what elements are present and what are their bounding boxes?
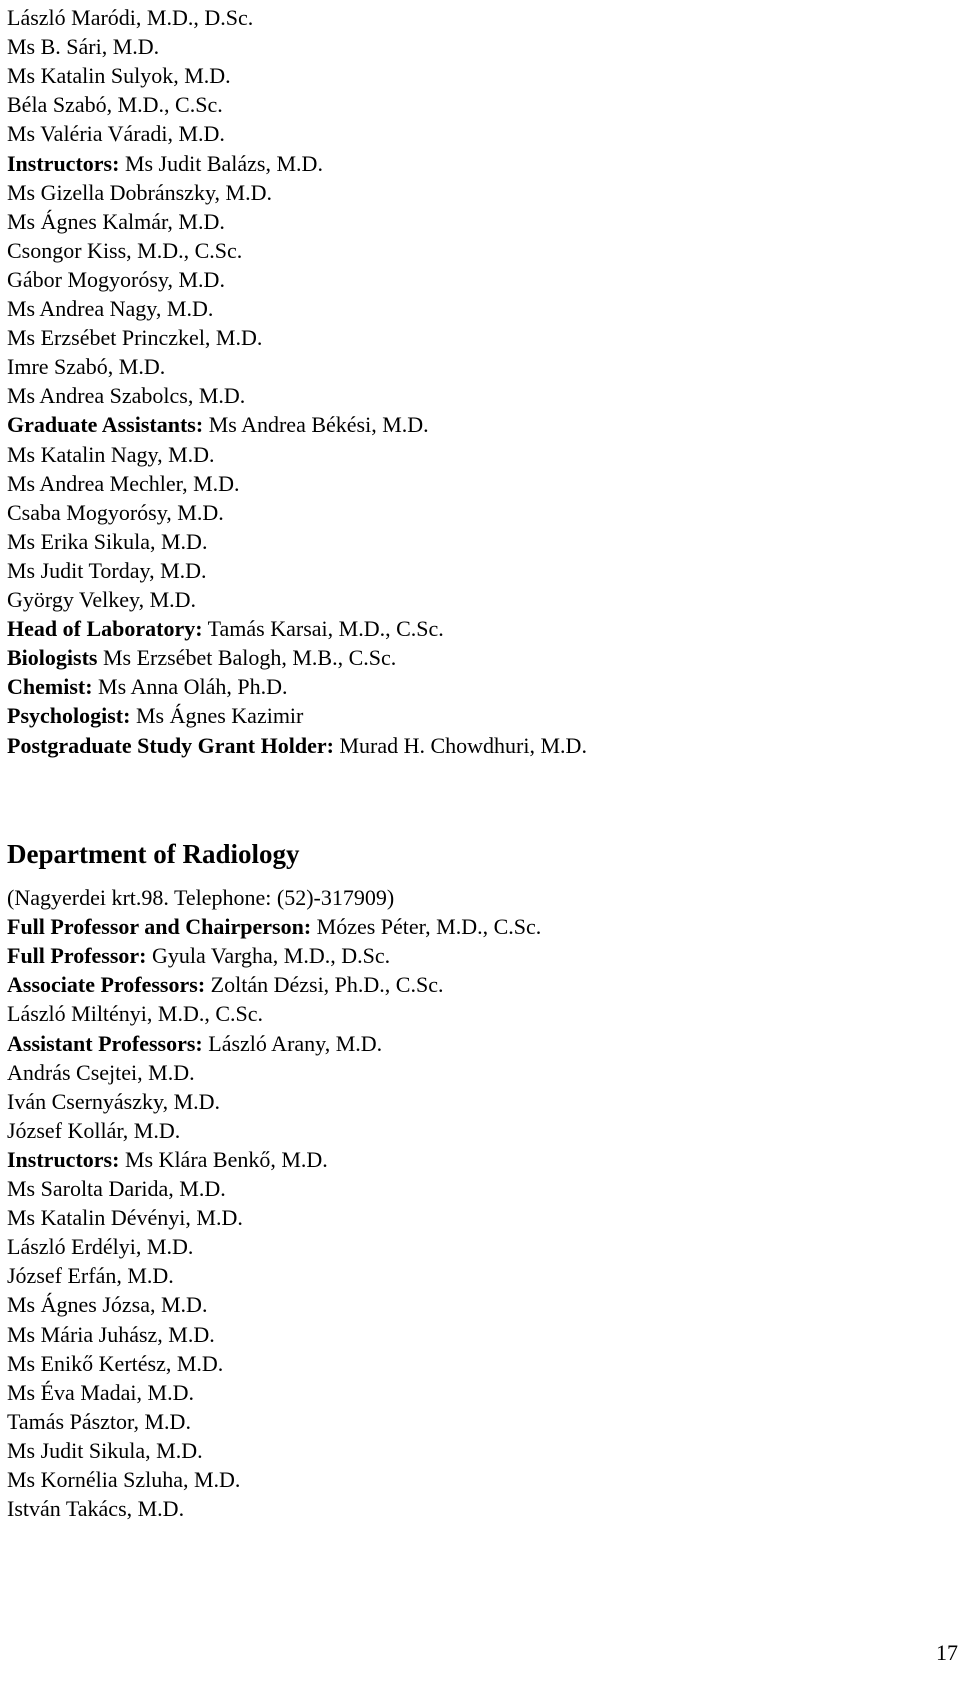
staff-name: Tamás Karsai, M.D., C.Sc.: [202, 616, 444, 642]
role-label: Associate Professors:: [7, 972, 206, 998]
staff-name: Zoltán Dézsi, Ph.D., C.Sc.: [205, 972, 444, 998]
staff-name: Ms Katalin Dévényi, M.D.: [7, 1205, 243, 1231]
staff-name: Murad H. Chowdhuri, M.D.: [333, 732, 587, 758]
staff-line: [7, 354, 165, 380]
staff-line: [7, 121, 225, 147]
staff-name: Ms Erzsébet Balogh, M.B., C.Sc.: [97, 645, 397, 671]
staff-line: [7, 1438, 203, 1464]
staff-line: [7, 267, 225, 293]
staff-line: [7, 180, 272, 206]
staff-name: Csongor Kiss, M.D., C.Sc.: [7, 237, 243, 263]
staff-line: [7, 1263, 174, 1289]
staff-line: [7, 471, 240, 497]
staff-name: Csaba Mogyorósy, M.D.: [7, 499, 224, 525]
staff-name: Gábor Mogyorósy, M.D.: [7, 266, 225, 292]
staff-line: [7, 383, 245, 409]
staff-line: [7, 558, 207, 584]
role-label: Full Professor:: [7, 943, 147, 969]
staff-line: [7, 943, 390, 969]
staff-name: Ms B. Sári, M.D.: [7, 34, 160, 60]
staff-line: [7, 1234, 193, 1260]
staff-line: [7, 1118, 180, 1144]
staff-name: Ms Katalin Nagy, M.D.: [7, 441, 215, 467]
staff-name: Ms Éva Madai, M.D.: [7, 1379, 194, 1405]
staff-name: Ms Andrea Nagy, M.D.: [7, 296, 214, 321]
staff-name: József Erfán, M.D.: [7, 1263, 174, 1289]
staff-name: Ms Anna Oláh, Ph.D.: [92, 674, 288, 700]
staff-line: [7, 412, 429, 438]
staff-name: Ms Judit Balázs, M.D.: [119, 150, 323, 176]
staff-line: [7, 587, 196, 613]
staff-line: [7, 325, 262, 351]
staff-name: Ms Judit Sikula, M.D.: [7, 1437, 203, 1463]
role-label: Biologists: [7, 645, 98, 671]
staff-line: [7, 34, 159, 60]
page-number: 17: [936, 1640, 958, 1665]
role-label: Graduate Assistants:: [7, 412, 204, 438]
staff-name: Ms Erika Sikula, M.D.: [7, 528, 208, 554]
staff-name: Ms Ágnes Kazimir: [130, 703, 304, 729]
staff-line: [7, 92, 223, 118]
staff-name: Ms Judit Torday, M.D.: [7, 557, 207, 583]
staff-name: László Erdélyi, M.D.: [7, 1234, 194, 1260]
staff-line: [7, 616, 444, 642]
staff-line: [7, 885, 394, 911]
staff-line: [7, 1176, 226, 1202]
role-label: Instructors:: [7, 150, 120, 176]
role-label: Full Professor and Chairperson:: [7, 914, 312, 940]
staff-name: István Takács, M.D.: [7, 1496, 185, 1522]
staff-line: [7, 674, 288, 700]
staff-line: [7, 703, 303, 729]
staff-name: Mózes Péter, M.D., C.Sc.: [311, 914, 542, 940]
staff-name: László Maródi, M.D., D.Sc.: [7, 5, 254, 30]
staff-name: András Csejtei, M.D.: [7, 1059, 195, 1085]
staff-line: [7, 1205, 243, 1231]
staff-line: [7, 5, 253, 31]
staff-name: Ms Sarolta Darida, M.D.: [7, 1176, 226, 1201]
staff-name: László Miltényi, M.D., C.Sc.: [7, 1001, 264, 1027]
staff-name: Gyula Vargha, M.D., D.Sc.: [146, 943, 391, 969]
staff-line: [7, 733, 587, 759]
staff-name: Ms Ágnes Kalmár, M.D.: [7, 208, 225, 234]
radiology-heading: Department of Radiology: [7, 839, 300, 869]
staff-name: Iván Csernyászky, M.D.: [7, 1088, 221, 1114]
staff-line: [7, 1380, 194, 1406]
staff-name: Ms Enikő Kertész, M.D.: [7, 1350, 224, 1376]
staff-name: Béla Szabó, M.D., C.Sc.: [7, 92, 223, 118]
staff-name: Ms Ágnes Józsa, M.D.: [7, 1292, 208, 1318]
staff-name: Ms Andrea Békési, M.D.: [203, 412, 429, 438]
staff-line: [7, 1292, 207, 1318]
staff-name: László Arany, M.D.: [202, 1030, 383, 1056]
staff-name: Ms Valéria Váradi, M.D.: [7, 121, 225, 147]
staff-line: [7, 914, 541, 940]
staff-line: [7, 442, 215, 468]
role-label: Assistant Professors:: [7, 1030, 203, 1056]
role-label: Psychologist:: [7, 703, 131, 729]
role-label: Head of Laboratory:: [7, 616, 203, 642]
staff-line: [7, 1001, 263, 1027]
role-label: Instructors:: [7, 1146, 120, 1172]
role-label: Chemist:: [7, 674, 93, 700]
staff-line: [7, 1496, 184, 1522]
staff-line: [7, 500, 224, 526]
staff-name: Ms Gizella Dobránszky, M.D.: [7, 179, 272, 205]
staff-name: Ms Erzsébet Princzkel, M.D.: [7, 325, 263, 351]
staff-name: Ms Katalin Sulyok, M.D.: [7, 63, 231, 89]
staff-name: Ms Andrea Mechler, M.D.: [7, 470, 240, 496]
staff-name: Ms Mária Juhász, M.D.: [7, 1321, 215, 1347]
staff-name: József Kollár, M.D.: [7, 1117, 181, 1143]
role-label: Postgraduate Study Grant Holder:: [7, 732, 334, 758]
staff-line: [7, 1031, 382, 1057]
staff-name: Ms Kornélia Szluha, M.D.: [7, 1467, 241, 1492]
staff-line: [7, 1409, 191, 1435]
staff-name: Ms Klára Benkő, M.D.: [119, 1146, 328, 1172]
staff-line: [7, 63, 231, 89]
staff-name: György Velkey, M.D.: [7, 587, 197, 612]
staff-line: [7, 151, 323, 177]
staff-line: [7, 1351, 223, 1377]
staff-line: [7, 1147, 328, 1173]
staff-line: [7, 972, 443, 998]
staff-line: [7, 238, 242, 264]
staff-line: [7, 1467, 240, 1493]
staff-line: [7, 209, 225, 235]
staff-name: Tamás Pásztor, M.D.: [7, 1408, 191, 1434]
staff-name: (Nagyerdei krt.98. Telephone: (52)-317909): [7, 885, 395, 910]
staff-line: [7, 529, 207, 555]
staff-name: Ms Andrea Szabolcs, M.D.: [7, 383, 246, 409]
staff-name: Imre Szabó, M.D.: [7, 354, 166, 380]
staff-line: [7, 645, 396, 671]
staff-line: [7, 1322, 215, 1348]
staff-line: [7, 296, 213, 322]
staff-line: [7, 1060, 195, 1086]
staff-line: [7, 1089, 220, 1115]
